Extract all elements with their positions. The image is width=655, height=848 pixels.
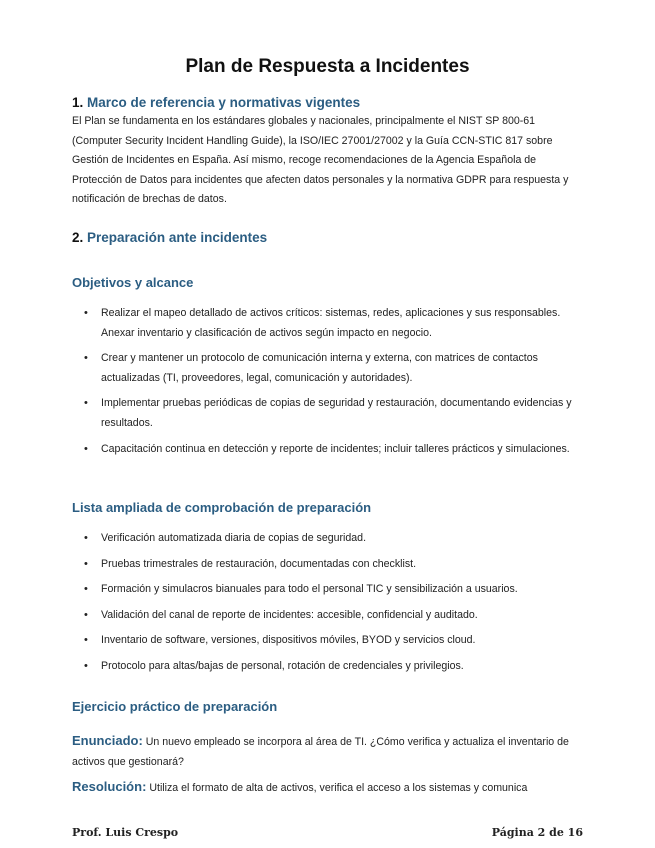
section-1-paragraph: El Plan se fundamenta en los estándares globales y nacionales, principalmente el NIST SP 800-61 (Computer Security Incident Handling Guide), la ISO/IEC 27001/27002 y la Guía CCN-STIC 817 sobre Gestión de Incidentes en España. Así mismo, recoge recomendaciones de la Agencia Española de Protección de Datos para incidentes que afecten datos personales y la normativa GDPR para respuesta y notificación de brechas de datos.: [72, 115, 569, 206]
bullet-icon: •: [84, 352, 88, 365]
exercise-resolution: [72, 777, 587, 799]
list-item: • Crear y mantener un protocolo de comunicación interna y externa, con matrices de contactos actualizadas (TI, proveedores, legal, comunicación y autoridades).: [72, 349, 592, 388]
exercise-statement: [72, 731, 587, 772]
bullet-icon: •: [84, 634, 88, 647]
section-2-title: Preparación ante incidentes: [87, 230, 268, 245]
bullet-icon: •: [84, 532, 88, 544]
bullet-icon: •: [84, 442, 88, 455]
statement-text: Un nuevo empleado se incorpora al área de TI. ¿Cómo verifica y actualiza el inventario de activos que gestionará?: [72, 736, 569, 768]
section-2-number: 2.: [72, 230, 84, 245]
exercise-heading: Ejercicio práctico de preparación: [72, 699, 278, 714]
list-item: • Realizar el mapeo detallado de activos críticos: sistemas, redes, aplicaciones y sus responsables. Anexar inventario y clasificación de activos según impacto en negocio.: [72, 304, 592, 343]
bullet-icon: •: [84, 583, 88, 596]
section-1-number: 1.: [72, 95, 84, 110]
section-1-title: Marco de referencia y normativas vigentes: [87, 95, 361, 110]
objectives-heading: Objetivos y alcance: [72, 275, 194, 290]
list-item: • Verificación automatizada diaria de copias de seguridad.: [72, 529, 592, 549]
footer-page-number: Página 2 de 16: [491, 826, 583, 839]
document-title: Plan de Respuesta a Incidentes: [185, 56, 470, 77]
section-2-heading: [72, 230, 267, 245]
list-item: • Validación del canal de reporte de incidentes: accesible, confidencial y auditado.: [72, 606, 592, 626]
bullet-icon: •: [84, 608, 88, 621]
list-item: • Capacitación continua en detección y reporte de incidentes; incluir talleres prácticos y simulaciones.: [72, 440, 592, 460]
bullet-icon: •: [84, 659, 88, 672]
checklist-heading: Lista ampliada de comprobación de preparación: [72, 500, 372, 515]
resolution-text: Utiliza el formato de alta de activos, verifica el acceso a los sistemas y comunica: [149, 782, 528, 794]
list-item: • Inventario de software, versiones, dispositivos móviles, BYOD y servicios cloud.: [72, 631, 592, 651]
list-item: • Implementar pruebas periódicas de copias de seguridad y restauración, documentando evidencias y resultados.: [72, 394, 592, 433]
statement-label: Enunciado:: [72, 733, 143, 748]
objectives-list: [72, 304, 592, 459]
list-item: • Protocolo para altas/bajas de personal, rotación de credenciales y privilegios.: [72, 657, 592, 677]
resolution-label: Resolución:: [72, 779, 147, 794]
list-item: • Pruebas trimestrales de restauración, documentadas con checklist.: [72, 555, 592, 575]
section-1-heading: [72, 95, 360, 110]
bullet-icon: •: [84, 397, 88, 410]
bullet-icon: •: [84, 307, 88, 319]
bullet-icon: •: [84, 557, 88, 570]
list-item: • Formación y simulacros bianuales para todo el personal TIC y sensibilización a usuarios.: [72, 580, 592, 600]
checklist-list: [72, 529, 592, 677]
footer-author: Prof. Luis Crespo: [72, 826, 179, 839]
